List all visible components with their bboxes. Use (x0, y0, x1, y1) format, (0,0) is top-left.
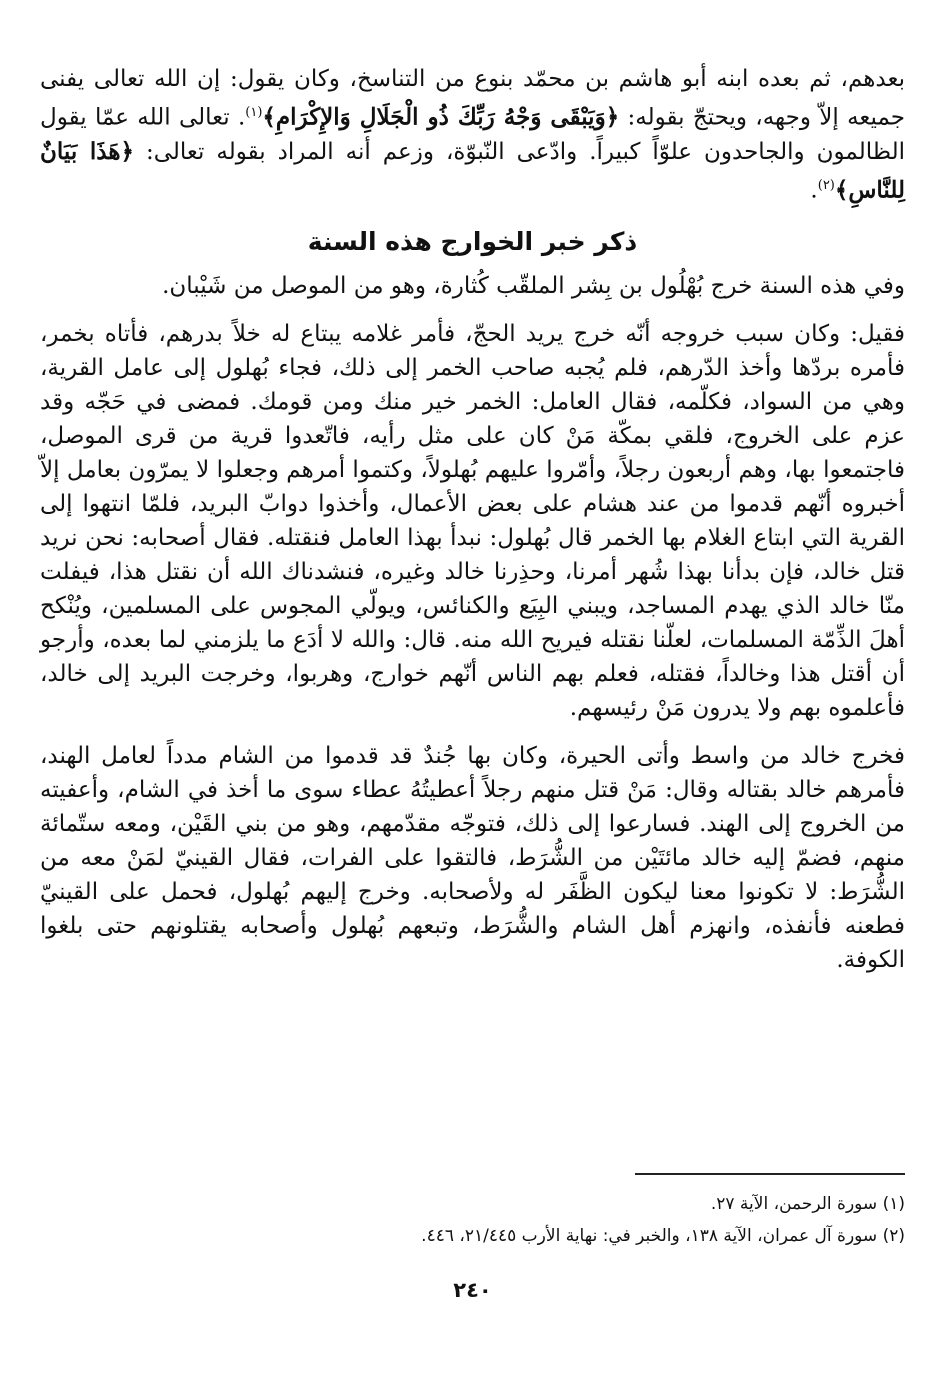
paragraph-4: فخرج خالد من واسط وأتى الحيرة، وكان بها جُندٌ قد قدموا من الشام مدداً لعامل الهند، فأمرهم خالد بقتاله وقال: مَنْ قتل منهم رجلاً أعطيتُهُ عطاء سوى ما أخذ في الشام، وأعفيته من الخروج إلى الهند. فسارعوا إلى ذلك، فتوجّه مقدّمهم، وهو من بني القَيْن، ومعه ستّمائة منهم، فضمّ إليه خالد مائتَيْن من الشُّرَط، فالتقوا على الفرات، فقال القينيّ لمَنْ معه من الشُّرَط: لا تكونوا معنا ليكون الظَّفَر له ولأصحابه. وخرج إليهم بُهلول، فحمل على القينيّ فطعنه فأنفذه، وانهزم أهل الشام والشُّرَط، وتبعهم بُهلول وأصحابه يقتلونهم حتى بلغوا الكوفة. (40, 743, 906, 974)
quran-verse-1: ﴿وَيَبْقَى وَجْهُ رَبِّكَ ذُو الْجَلَالِ وَالإِكْرَامِ﴾ (262, 103, 620, 131)
footnotes (40, 1188, 905, 1252)
paragraph-1-part-1: بعدهم، ثم بعده ابنه أبو هاشم بن محمّد بنوع من التناسخ، وكان يقول: إن الله تعالى يفنى جميعه إلاّ وجهه، ويحتجّ بقوله: (40, 66, 905, 131)
paragraph-1 (40, 62, 905, 207)
paragraph-1-part-2: . تعالى الله عمّا يقول الظالمون والجاحدون علوّاً كبيراً. وادّعى النّبوّة، وزعم أنه المراد بقوله تعالى: (40, 104, 905, 165)
footnote-divider (635, 1173, 905, 1175)
footnote-ref-2: (٢) (817, 177, 835, 193)
footnote-ref-1: (١) (245, 105, 263, 120)
paragraph-3: فقيل: وكان سبب خروجه أنّه خرج يريد الحجّ، فأمر غلامه يبتاع له خلاً بدرهم، فأتاه بخمر، فأمره بردّها وأخذ الدّرهم، فلم يُجبه صاحب الخمر إلى ذلك، فجاء بُهلول إلى عامل القرية، وهي من السواد، فكلّمه، فقال العامل: الخمر خير منك ومن قومك. فمضى في حَجّه وقد عزم على الخروج، فلقي بمكّة مَنْ كان على مثل رأيه، فاتّعدوا قرية من قرى الموصل، فاجتمعوا بها، وهم أربعون رجلاً، وأمّروا عليهم بُهلولاً، وكتموا أمرهم وجعلوا لا يمرّون بعامل إلاّ أخبروه أنّهم قدموا من عند هشام على بعض الأعمال، وأخذوا دوابّ البريد، فلمّا انتهوا إلى القرية التي ابتاع الغلام بها الخمر قال بُهلول: نبدأ بهذا العامل فنقتله. فقال أصحابه: نحن نريد قتل خالد، فإن بدأنا بهذا شُهر أمرنا، وحذِرنا خالد وغيره، فنشدناك الله أن نقتل هذا، فيفلت منّا خالد الذي يهدم المساجد، ويبني البِيَع والكنائس، ويولّي المجوس على المسلمين، ويُنْكح أهلَ الذِّمّة المسلمات، لعلّنا نقتله فيريح الله منه. قال: والله لا أدَع ما يلزمني لما بعده، وأرجو أن أقتل هذا وخالداً، فقتله، فعلم بهم الناس أنّهم خوارج، وهربوا، وخرجت البريد إلى خالد، فأعلموه بهم ولا يدرون مَنْ رئيسهم. (40, 321, 905, 722)
page-number: ٢٤٠ (453, 1278, 492, 1302)
page-body (40, 62, 905, 1374)
paragraph-1-part-3: . (810, 177, 818, 204)
section-heading: ذكر خبر الخوارج هذه السنة (307, 227, 638, 257)
paragraph-2: وفي هذه السنة خرج بُهْلُول بن بِشر الملقّب كُثارة، وهو من الموصل من شَيْبان. (162, 273, 905, 300)
footnote-1: (١) سورة الرحمن، الآية ٢٧. (710, 1194, 905, 1214)
footnote-2: (٢) سورة آل عمران، الآية ١٣٨، والخبر في: نهاية الأرب ٢١/٤٤٥، ٤٤٦. (421, 1226, 905, 1246)
quran-verse-2: ﴿هَذَا بَيَانٌ لِلنَّاسِ﴾ (40, 137, 905, 204)
